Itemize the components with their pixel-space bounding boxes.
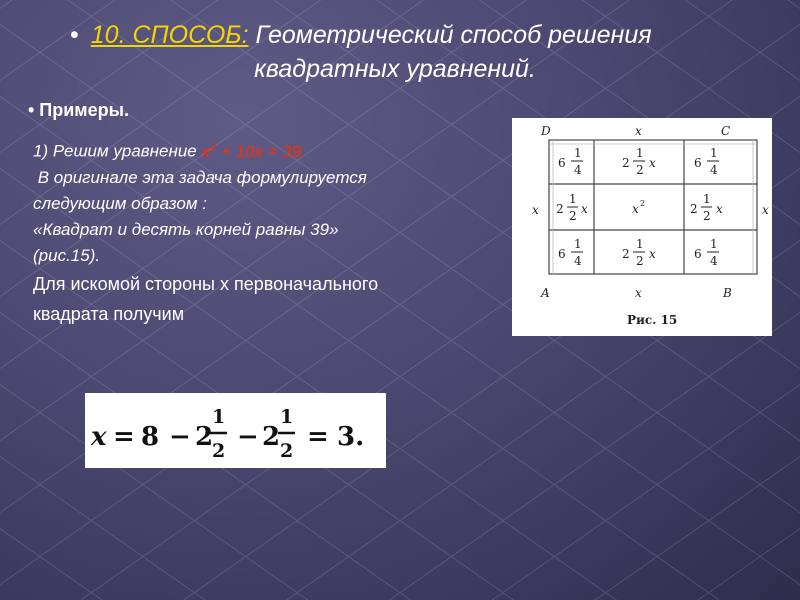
corner-b: B [723, 286, 732, 300]
title-line2: квадратных уравнений. [254, 55, 536, 83]
svg-text:x: x [649, 156, 656, 170]
svg-text:1: 1 [710, 237, 718, 251]
formula-den-2: 2 [280, 440, 294, 462]
cell-top-middle [622, 146, 656, 177]
svg-text:x: x [649, 247, 656, 261]
slide-title [70, 18, 760, 86]
equation-exponent: 2 [209, 141, 217, 153]
svg-text:4: 4 [710, 163, 718, 177]
svg-text:2: 2 [569, 209, 577, 223]
formula-equals-2: = [307, 422, 329, 452]
svg-text:2: 2 [640, 199, 646, 208]
svg-text:2: 2 [622, 247, 630, 261]
cell-bottom-left [558, 237, 583, 268]
svg-text:2: 2 [690, 202, 698, 216]
svg-text:x: x [632, 202, 639, 216]
formula-minus-1: − [169, 422, 191, 452]
svg-text:2: 2 [636, 254, 644, 268]
cell-top-right [694, 146, 719, 177]
svg-text:1: 1 [569, 192, 577, 206]
examples-heading: • Примеры. [28, 100, 129, 120]
side-right: x [762, 203, 769, 217]
title-prefix: 10. СПОСОБ: [90, 21, 249, 49]
example-text [33, 134, 503, 329]
corner-d: D [541, 124, 551, 138]
svg-text:4: 4 [574, 254, 582, 268]
corner-a: A [541, 286, 550, 300]
equation-base: x [201, 141, 210, 161]
cell-bottom-middle [622, 237, 656, 268]
cell-bottom-right [694, 237, 719, 268]
svg-text:2: 2 [556, 202, 564, 216]
formula-whole-2: 2 [262, 422, 281, 452]
formula-x: x [91, 422, 107, 452]
side-bottom: x [635, 286, 642, 300]
svg-text:4: 4 [574, 163, 582, 177]
svg-text:1: 1 [636, 237, 644, 251]
title-bullet: • [70, 21, 79, 49]
figure-caption: Рис. 15 [627, 313, 678, 327]
svg-text:2: 2 [622, 156, 630, 170]
cell-center [632, 199, 645, 216]
title-line1: Геометрический способ решения [248, 21, 652, 49]
svg-text:6: 6 [558, 156, 566, 170]
svg-text:1: 1 [574, 146, 582, 160]
svg-text:6: 6 [694, 247, 702, 261]
svg-text:2: 2 [636, 163, 644, 177]
svg-text:1: 1 [703, 192, 711, 206]
formula-num-1: 1 [212, 406, 226, 428]
example-line-3: следующим образом : [33, 193, 207, 213]
formula-svg [85, 393, 386, 468]
svg-text:x: x [581, 202, 588, 216]
example-line-6: Для искомой стороны х первоначального [33, 273, 379, 294]
svg-text:1: 1 [710, 146, 718, 160]
cell-middle-left [556, 192, 588, 223]
solution-formula [85, 393, 386, 468]
example-line-5: (рис.15). [33, 245, 101, 265]
svg-text:1: 1 [574, 237, 582, 251]
svg-text:x: x [716, 202, 723, 216]
formula-eight: 8 [141, 422, 160, 452]
formula-equals: = [113, 422, 135, 452]
svg-text:6: 6 [694, 156, 702, 170]
example-line-4: «Квадрат и десять корней равны 39» [33, 219, 339, 239]
cell-middle-right [690, 192, 723, 223]
cell-top-left [558, 146, 583, 177]
side-left: x [532, 203, 539, 217]
svg-text:2: 2 [703, 209, 711, 223]
example-line-7: квадрата получим [33, 303, 185, 324]
svg-text:6: 6 [558, 247, 566, 261]
formula-whole-1: 2 [195, 422, 214, 452]
side-top: x [635, 124, 642, 138]
example-line-2: В оригинале эта задача формулируется [33, 167, 367, 187]
formula-result: 3. [337, 422, 365, 452]
equation-rest: + 10x = 39. [216, 141, 306, 161]
corner-c: C [721, 124, 731, 138]
equation-text [201, 142, 305, 161]
figure-diagram [512, 118, 772, 336]
example-line-1-prefix: 1) Решим уравнение [33, 141, 202, 161]
svg-text:4: 4 [710, 254, 718, 268]
example-line-1 [33, 134, 503, 165]
formula-num-2: 1 [280, 406, 294, 428]
formula-minus-2: − [237, 422, 259, 452]
svg-text:1: 1 [636, 146, 644, 160]
figure-15 [512, 118, 772, 336]
formula-den-1: 2 [212, 440, 226, 462]
